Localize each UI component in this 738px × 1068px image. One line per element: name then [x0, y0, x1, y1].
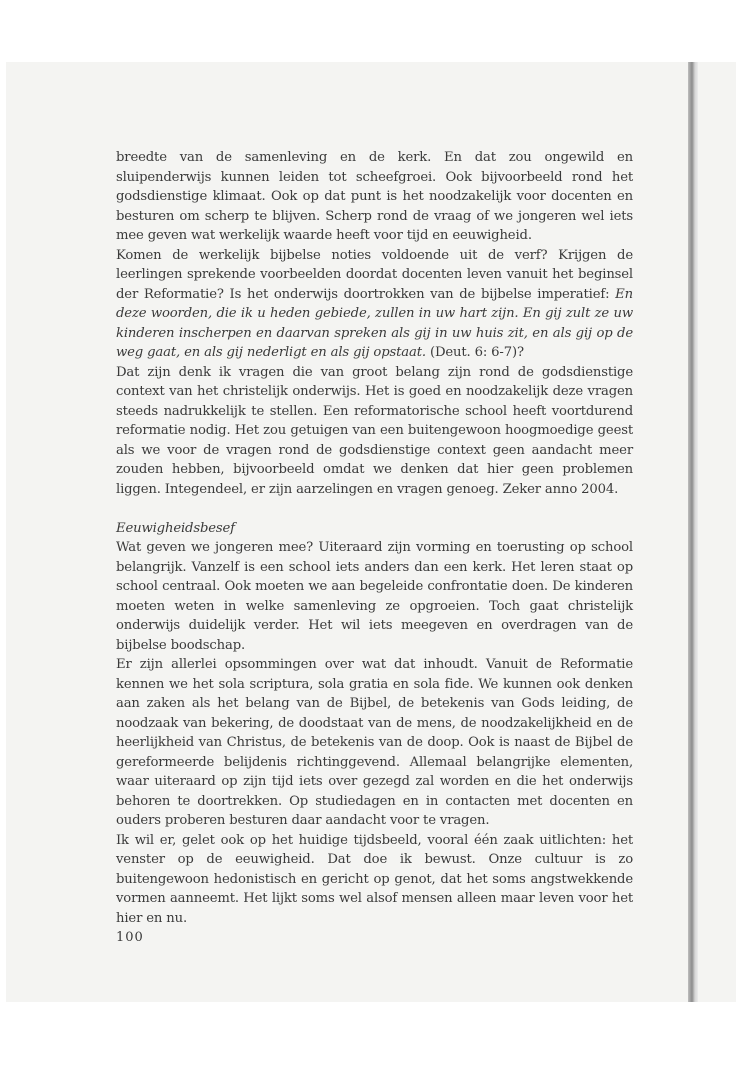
paragraph-1: breedte van de samenleving en de kerk. En dat zou ongewild en sluipenderwijs kunnen leiden tot scheefgroei. Ook bijvoorbeeld rond het godsdienstige klimaat. Ook op dat punt is het noodzakelijk voor docenten en besturen om scherp te blijven. Scherp rond de vraag of we jongeren wel iets mee geven wat werkelijk waarde heeft voor tijd en eeuwigheid.: [116, 150, 633, 243]
paragraph-3: Dat zijn denk ik vragen die van groot belang zijn rond de godsdienstige context van het christelijk onderwijs. Het is goed en noodzakelijk deze vragen steeds nadrukkelijk te stellen. Een reformatorische school heeft voortdurend reformatie nodig. Het zou getuigen van een buitengewoon hoogmoedige geest als we voor de vragen rond de godsdienstige context geen aandacht meer zouden hebben, bijvoorbeeld omdat we denken dat hier geen problemen liggen. Integendeel, er zijn aarzelingen en vragen genoeg. Zeker anno 2004.: [116, 364, 633, 497]
paragraph-6: Ik wil er, gelet ook op het huidige tijdsbeeld, vooral één zaak uitlichten: het venster op de eeuwigheid. Dat doe ik bewust. Onze cultuur is zo buitengewoon hedonistisch en gericht op genot, dat het soms angstwekkende vormen aanneemt. Het lijkt soms wel alsof mensen alleen maar leven voor het hier en nu.: [116, 832, 633, 926]
page-number: 100: [116, 930, 144, 945]
paragraph-2-intro: Komen de werkelijk bijbelse noties voldoende uit de verf? Krijgen de leerlingen sprekende voorbeelden doordat docenten leven vanuit het beginsel der Reformatie? Is het onderwijs doortrokken van de bijbelse imperatief:: [116, 247, 633, 302]
section-heading: Eeuwigheidsbesef: [116, 520, 235, 536]
page-spine-shadow: [688, 62, 698, 1002]
paragraph-5: Er zijn allerlei opsommingen over wat dat inhoudt. Vanuit de Reformatie kennen we het sola scriptura, sola gratia en sola fide. We kunnen ook denken aan zaken als het belang van de Bijbel, de betekenis van Gods leiding, de noodzaak van bekering, de doodstaat van de mens, de noodzakelijkheid en de heerlijkheid van Christus, de betekenis van de doop. Ook is naast de Bijbel de gereformeerde belijdenis richtinggevend. Allemaal belangrijke elementen, waar uiteraard op zijn tijd iets over gezegd zal worden en die het onderwijs behoren te doortrekken. Op studiedagen en in contacten met docenten en ouders proberen besturen daar aandacht voor te vragen.: [116, 657, 633, 828]
body-text: [116, 148, 633, 928]
paragraph-4: Wat geven we jongeren mee? Uiteraard zijn vorming en toerusting op school belangrijk. Vanzelf is een school iets anders dan een kerk. Het leren staat op school centraal. Ook moeten we aan begeleide confrontatie doen. De kinderen moeten weten in welke samenleving ze opgroeien. Toch gaat christelijk onderwijs duidelijk verder. Het wil iets meegeven en overdragen van de bijbelse boodschap.: [116, 540, 633, 653]
scripture-reference: (Deut. 6: 6-7)?: [425, 345, 524, 360]
paragraph-2: [116, 246, 633, 363]
scripture-quote: En deze woorden, die ik u heden gebiede, zullen in uw hart zijn. En gij zult ze uw kinderen inscherpen en daarvan spreken als gij in uw huis zit, en als gij op de weg gaat, en als gij nederligt en als gij opstaat.: [116, 286, 633, 360]
